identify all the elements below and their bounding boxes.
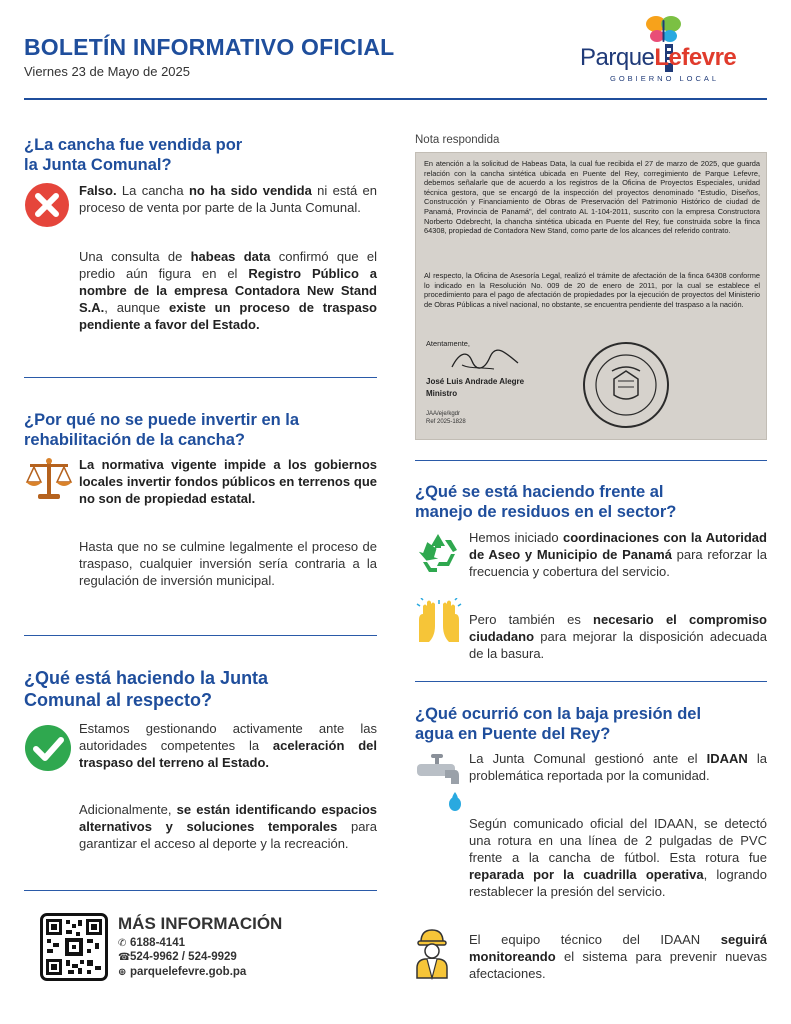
text-strong: IDAAN xyxy=(706,751,748,766)
section-title-cancha-vendida xyxy=(24,135,384,175)
water-faucet-icon xyxy=(415,752,463,814)
text: la problemática reportada por la comunidad. xyxy=(469,751,768,783)
letter-signer-role: Ministro xyxy=(426,389,458,398)
section-divider xyxy=(24,377,377,378)
text-strong: se están identificando espacios alternativos y soluciones temporales xyxy=(79,802,377,834)
section-text xyxy=(469,815,767,900)
letter-paragraph: En atención a la solicitud de Habeas Data, la cual fue recibida el 27 de marzo de 2025, que guarda relación con la cancha sintética ubicada en Puente del Rey, corregimiento de Parque Lefevre, debemos señalarle que de acuerdo a los registros de la Oficina de Proyectos Especiales, unidad técnica gestora, que se encargó de la inspección del proyectos denominado "Estudio, Diseños, Construcción y Financiamiento de Obras de Preservación del Patrimonio Histórico de ciudad de Panamá, Provincia de Panamá", del contrato AL 1-104-2011, suscrito con la empresa Constructora Norberto Odebrecht, la chancha sintética ubicada en Puente del Rey, fue construida sobre la finca 64308, propiedad de Contadora New Stand, como parte de los alcances del referido contrato. xyxy=(424,159,760,236)
section-title-line: la Junta Comunal? xyxy=(24,156,172,174)
whatsapp-icon: ✆ xyxy=(118,938,127,949)
section-text xyxy=(79,720,377,771)
text: el sistema para prevenir nuevas afectaciones. xyxy=(469,949,767,981)
logo-subtitle: GOBIERNO LOCAL xyxy=(610,74,720,83)
section-divider xyxy=(24,890,377,891)
text: , aunque xyxy=(104,300,169,315)
section-divider xyxy=(415,681,767,682)
letter-signer: José Luis Andrade Alegre xyxy=(426,377,525,386)
section-title-line: ¿Qué ocurrió con la baja presión del xyxy=(415,705,702,723)
text-strong: reparada por la cuadrilla operativa xyxy=(469,867,704,882)
section-title-junta-respecto xyxy=(24,667,384,711)
section-title-line: manejo de residuos en el sector? xyxy=(415,503,677,521)
text: Pero también es xyxy=(469,612,594,627)
contact-phone xyxy=(118,951,237,963)
ministry-seal-icon xyxy=(582,341,670,429)
raised-hands-icon xyxy=(415,598,463,644)
text-strong: Falso. xyxy=(79,183,117,198)
parque-lefevre-logo xyxy=(578,14,768,88)
section-title-presion-agua xyxy=(415,704,785,744)
text: La Junta Comunal gestionó ante el xyxy=(469,751,707,766)
text: Una consulta de xyxy=(79,249,191,264)
section-title-line: agua en Puente del Rey? xyxy=(415,725,611,743)
phone-number[interactable]: 524-9962 / 524-9929 xyxy=(130,951,237,963)
contact-whatsapp xyxy=(118,937,185,949)
text-strong: coordinaciones con la Autoridad de Aseo y Municipio de Panamá xyxy=(469,530,767,562)
section-divider xyxy=(415,460,767,461)
section-text: Hasta que no se culmine legalmente el proceso de traspaso, cualquier inversión sería contraria a la regulación de inversión municipal. xyxy=(79,539,377,588)
recycle-icon xyxy=(415,530,461,576)
section-title-line: ¿La cancha fue vendida por xyxy=(24,136,243,154)
text-strong: Registro Público a nombre de la empresa Contadora New Stand S.A. xyxy=(79,266,377,315)
text: Estamos gestionando activamente ante las autoridades competentes la xyxy=(79,721,377,753)
section-text xyxy=(469,931,767,982)
section-text xyxy=(79,801,377,852)
section-title-line: rehabilitación de la cancha? xyxy=(24,431,245,449)
text-strong: no ha sido vendida xyxy=(188,183,312,198)
text: Según comunicado oficial del IDAAN, se detectó una rotura en una línea de 2 pulgadas de PVC frente a la cancha de fútbol. Esta rotura fue xyxy=(469,816,767,865)
text-strong: habeas data xyxy=(190,249,271,264)
section-title-line: Comunal al respecto? xyxy=(24,690,213,710)
website-link[interactable]: parquelefevre.gob.pa xyxy=(130,966,247,978)
bulletin-date: Viernes 23 de Mayo de 2025 xyxy=(24,64,190,79)
letter-reference: Ref 2025-1828 xyxy=(426,419,466,425)
letter-closing: Atentamente, xyxy=(426,339,470,348)
section-text xyxy=(469,529,767,580)
logo-word-parque: Parque xyxy=(580,44,655,71)
contact-website xyxy=(118,966,246,978)
x-circle-icon xyxy=(24,182,70,228)
text: Adicionalmente, xyxy=(79,802,177,817)
section-title-invertir xyxy=(24,410,384,450)
text-strong: necesario el compromiso ciudadano xyxy=(469,612,768,644)
section-title-residuos xyxy=(415,482,775,522)
section-text xyxy=(469,611,767,662)
text: Hemos iniciado xyxy=(469,530,563,545)
section-text xyxy=(79,248,377,333)
signature-icon xyxy=(450,347,520,373)
text-strong: existe un proceso de traspaso pendiente a favor del Estado. xyxy=(79,300,377,332)
letter-reference: JAA/eje/kgdr xyxy=(426,411,461,417)
section-title-line: ¿Por qué no se puede invertir en la xyxy=(24,411,300,429)
section-text xyxy=(79,182,377,216)
response-letter-image xyxy=(415,152,767,440)
text: , logrando restablecer la presión del servicio. xyxy=(469,867,767,899)
text: La cancha xyxy=(116,183,189,198)
section-text-strong: La normativa vigente impide a los gobiernos locales invertir fondos públicos en terrenos que no son de propiedad estatal. xyxy=(79,457,377,506)
logo-word-lefevre: Lefevre xyxy=(654,44,737,71)
phone-number[interactable]: 6188-4141 xyxy=(130,937,185,949)
text: confirmó que el predio aún figura en el xyxy=(79,249,377,281)
phone-icon: ☎ xyxy=(118,952,131,963)
section-text xyxy=(469,750,767,784)
text: ni está en proceso de venta por parte de la Junta Comunal. xyxy=(79,183,377,215)
section-divider xyxy=(24,635,377,636)
text: para mejorar la disposición adecuada de la basura. xyxy=(469,629,767,661)
logo-wordmark xyxy=(580,44,736,72)
text: para reforzar la frecuencia y cobertura del servicio. xyxy=(469,547,767,579)
check-circle-icon xyxy=(24,724,72,772)
section-title-line: ¿Qué está haciendo la Junta xyxy=(24,668,269,688)
section-title-line: ¿Qué se está haciendo frente al xyxy=(415,483,664,501)
text: para garantizar el acceso al deporte y la recreación. xyxy=(79,819,377,851)
text-strong: seguirá monitoreando xyxy=(469,932,767,964)
page-title: BOLETÍN INFORMATIVO OFICIAL xyxy=(24,34,395,60)
globe-icon: ⊕ xyxy=(118,967,127,978)
header-divider xyxy=(24,98,767,100)
text: El equipo técnico del IDAAN xyxy=(469,932,721,947)
more-info-title: MÁS INFORMACIÓN xyxy=(118,914,283,933)
worker-icon xyxy=(415,928,449,980)
letter-paragraph: Al respecto, la Oficina de Asesoría Legal, realizó el trámite de afectación de la finca 64308 conforme lo indicado en la Resolución No. 009 de 20 de enero de 2011, por la cual se establece el procedimiento para el pago de afectación de propiedades por la ejecución de proyectos del Ministerio de Obras Públicas a nivel nacional, no obstante, se encuentra pendiente del traspaso a la nación. xyxy=(424,271,760,309)
text-strong: aceleración del traspaso del terreno al Estado. xyxy=(79,738,377,770)
qr-code-icon xyxy=(40,913,108,981)
document-label: Nota respondida xyxy=(415,134,500,146)
balance-scale-icon xyxy=(24,456,74,502)
